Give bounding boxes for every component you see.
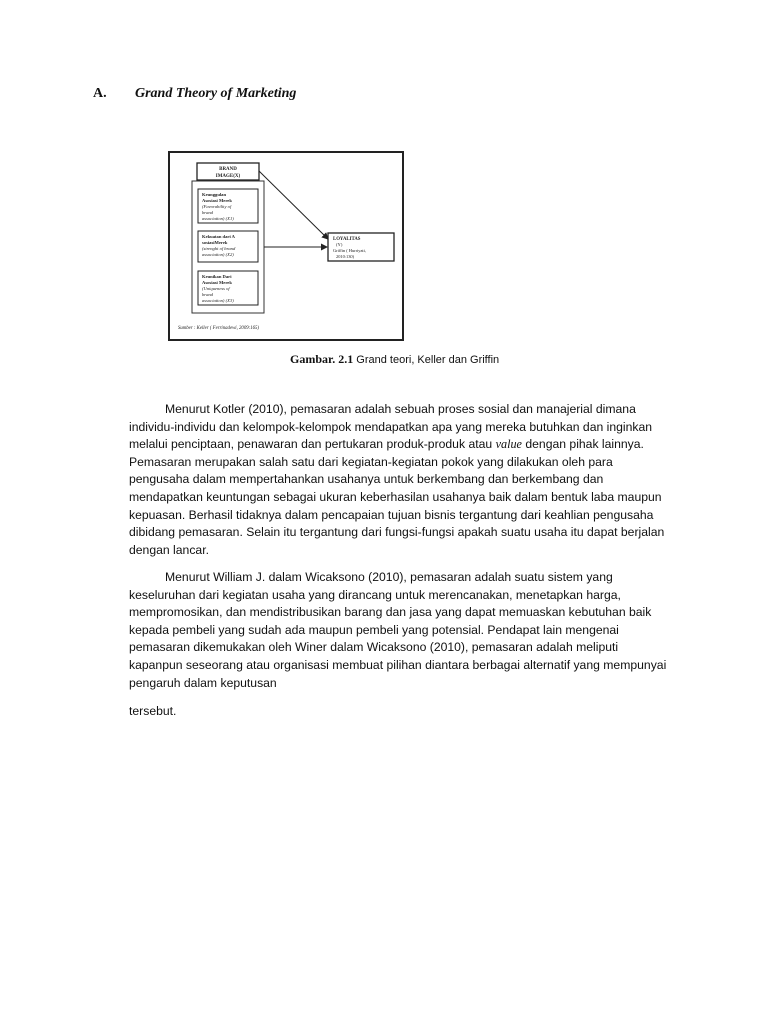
figure-source: Sumber : Keller ( Ferrinadewi, 2009:165) <box>178 326 260 331</box>
paragraph-tersebut: tersebut. <box>129 704 177 718</box>
paragraph-william <box>129 569 674 692</box>
paragraph-kotler-part-1: Menurut Kotler (2010), pemasaran adalah sebuah proses sosial dan manajerial dimana individu-individu dan kelompok-kelompok mendapatkan apa yang mereka butuhkan dan inginkan melalui penciptaan, penawaran dan pertukaran produk-produk atau <box>129 402 653 452</box>
paragraph-kotler-part-2: dengan pihak lainnya. Pemasaran merupakan salah satu dari kegiatan-kegiatan pokok yang dilakukan oleh para pengusaha dalam mempertahankan usahanya untuk berkembang dan berkembang dan mendapatkan keuntungan sebagai ukuran keberhasilan usahanya baik dalam bentuk laba maupun kepuasan. Berhasil tidaknya dalam pencapaian tujuan bisnis tergantung dari keahlian pengusaha dibidang pemasaran. Selain itu tergantung dari fungsi-fungsi apakah suatu usaha itu dapat berjalan dengan lancar. <box>129 437 665 557</box>
paragraph-kotler <box>129 401 674 559</box>
x1-line-2: Asosiasi Merek <box>202 198 232 203</box>
loyalty-line-3: Griffin ( Hurriyati, <box>333 248 366 253</box>
x3-line-2: Asosiasi Merek <box>202 280 232 285</box>
x2-line-3: (strenght of brand <box>202 246 236 251</box>
brand-image-line-1: BRAND <box>219 167 237 172</box>
x3-line-3: (Uniqueness of <box>202 286 230 291</box>
caption-label: Gambar. 2.1 <box>290 352 354 366</box>
paragraph-kotler-italic: value <box>495 437 522 452</box>
diagram-svg <box>170 153 402 339</box>
brand-to-loyalty-arrow <box>259 171 328 239</box>
brand-image-line-2: IMAGE(X) <box>215 174 241 179</box>
section-number: A. <box>93 86 107 101</box>
x1-line-3: (Favorability of <box>202 204 232 209</box>
x3-line-1: Keunikan Dari <box>202 274 232 279</box>
x2-line-2: sosiasiMerek <box>202 240 228 245</box>
figure-caption <box>290 352 499 367</box>
x1-line-4: brand <box>202 210 213 215</box>
x1-line-1: Keunggulan <box>202 192 226 197</box>
x1-line-5: association) (X1) <box>202 216 234 221</box>
section-heading <box>93 86 296 102</box>
section-title: Grand Theory of Marketing <box>135 86 297 101</box>
loyalty-line-1: LOYALITAS <box>333 237 361 242</box>
x3-line-4: brand <box>202 292 213 297</box>
x3-line-5: association) (X3) <box>202 298 234 303</box>
caption-text: Grand teori, Keller dan Griffin <box>353 354 500 366</box>
loyalty-line-2: (Y) <box>336 242 343 247</box>
loyalty-line-4: 2010:130) <box>336 254 355 259</box>
x2-line-1: Kekuatan dari A <box>202 234 235 239</box>
grand-theory-diagram <box>168 151 404 341</box>
paragraph-william-text: Menurut William J. dalam Wicaksono (2010), pemasaran adalah suatu sistem yang keseluruhan dari kegiatan usaha yang dirancang untuk merencanakan, menetapkan harga, mempromosikan, dan mendistribusikan barang dan jasa yang dapat memuaskan kebutuhan baik kepada pembeli yang sudah ada maupun pembeli yang potensial. Pendapat lain mengenai pemasaran dikemukakan oleh Winer dalam Wicaksono (2010), pemasaran adalah meliputi kapanpun seseorang atau organisasi membuat pilihan diantara berbagai alternatif yang mempunyai pengaruh dalam keputusan <box>129 570 667 690</box>
x2-line-4: association) (X2) <box>202 252 234 257</box>
